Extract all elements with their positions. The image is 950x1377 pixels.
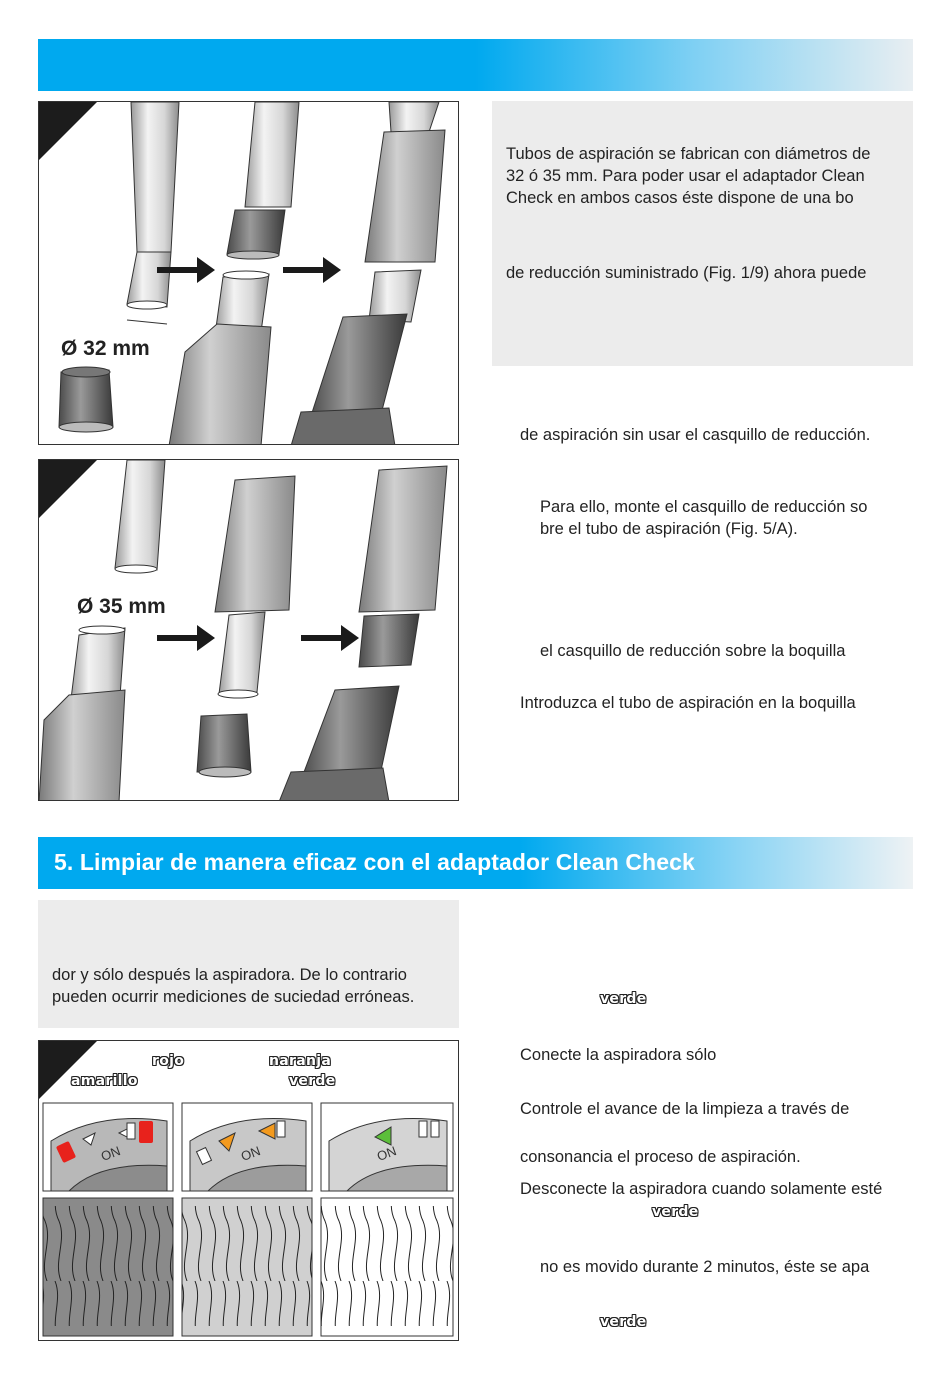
figure-1-32mm bbox=[38, 101, 459, 445]
right-box-line-1: Tubos de aspiración se fabrican con diámetros de bbox=[506, 145, 871, 163]
right-text-line-3: el casquillo de reducción sobre la boquilla bbox=[540, 642, 846, 660]
right-box-line-4: de reducción suministrado (Fig. 1/9) ahora puede bbox=[506, 264, 867, 282]
figure-2-illustration bbox=[39, 460, 459, 801]
lower-left-line-1: dor y sólo después la aspiradora. De lo contrario bbox=[52, 966, 407, 984]
lower-right-verde-3: verde bbox=[600, 1314, 647, 1330]
carpet-panel-dirty bbox=[43, 1198, 173, 1336]
figure-1-illustration bbox=[39, 102, 459, 445]
figure-1-diameter-label: Ø 32 mm bbox=[61, 337, 150, 360]
figure-2-diameter-label: Ø 35 mm bbox=[77, 595, 166, 618]
section-5-header-bar bbox=[38, 837, 913, 889]
top-header-bar bbox=[38, 39, 913, 91]
figure-1-corner-marker bbox=[39, 102, 97, 160]
lower-right-line-3: consonancia el proceso de aspiración. bbox=[520, 1148, 801, 1166]
legend-verde: verde bbox=[289, 1073, 336, 1089]
lower-right-line-1: Conecte la aspiradora sólo bbox=[520, 1046, 717, 1064]
figure-2-corner-marker bbox=[39, 460, 97, 518]
right-text-line-4: Introduzca el tubo de aspiración en la boquilla bbox=[520, 694, 856, 712]
carpet-panel-clean bbox=[321, 1198, 453, 1336]
lower-right-line-5: no es movido durante 2 minutos, éste se apa bbox=[540, 1258, 870, 1276]
lower-right-verde-2: verde bbox=[652, 1204, 699, 1220]
lower-left-line-2: pueden ocurrir mediciones de suciedad erróneas. bbox=[52, 988, 415, 1006]
right-text-line-1: de aspiración sin usar el casquillo de reducción. bbox=[520, 426, 871, 444]
section-5-title: 5. Limpiar de manera eficaz con el adaptador Clean Check bbox=[54, 849, 695, 875]
right-box-line-2: 32 ó 35 mm. Para poder usar el adaptador Clean bbox=[506, 167, 865, 185]
panel-3-on-label: ON bbox=[374, 1143, 399, 1164]
panel-2-on-label: ON bbox=[238, 1143, 263, 1164]
panel-1-on-label: ON bbox=[98, 1143, 123, 1164]
lower-right-verde-1: verde bbox=[600, 991, 647, 1007]
right-info-box bbox=[492, 101, 913, 366]
lower-right-line-2: Controle el avance de la limpieza a través de bbox=[520, 1100, 850, 1118]
right-text-line-2a: Para ello, monte el casquillo de reducción so bbox=[540, 498, 868, 516]
legend-amarillo: amarillo bbox=[71, 1073, 138, 1089]
figure-3-led-indicator bbox=[38, 1040, 459, 1341]
carpet-panel-medium bbox=[182, 1198, 312, 1336]
legend-naranja: naranja bbox=[269, 1053, 332, 1069]
legend-rojo: rojo bbox=[152, 1053, 185, 1069]
right-text-line-2b: bre el tubo de aspiración (Fig. 5/A). bbox=[540, 520, 798, 538]
right-box-line-3: Check en ambos casos éste dispone de una bo bbox=[506, 189, 854, 207]
figure-3-corner-marker bbox=[39, 1041, 97, 1099]
figure-2-35mm bbox=[38, 459, 459, 801]
lower-right-line-4: Desconecte la aspiradora cuando solamente esté bbox=[520, 1180, 883, 1198]
